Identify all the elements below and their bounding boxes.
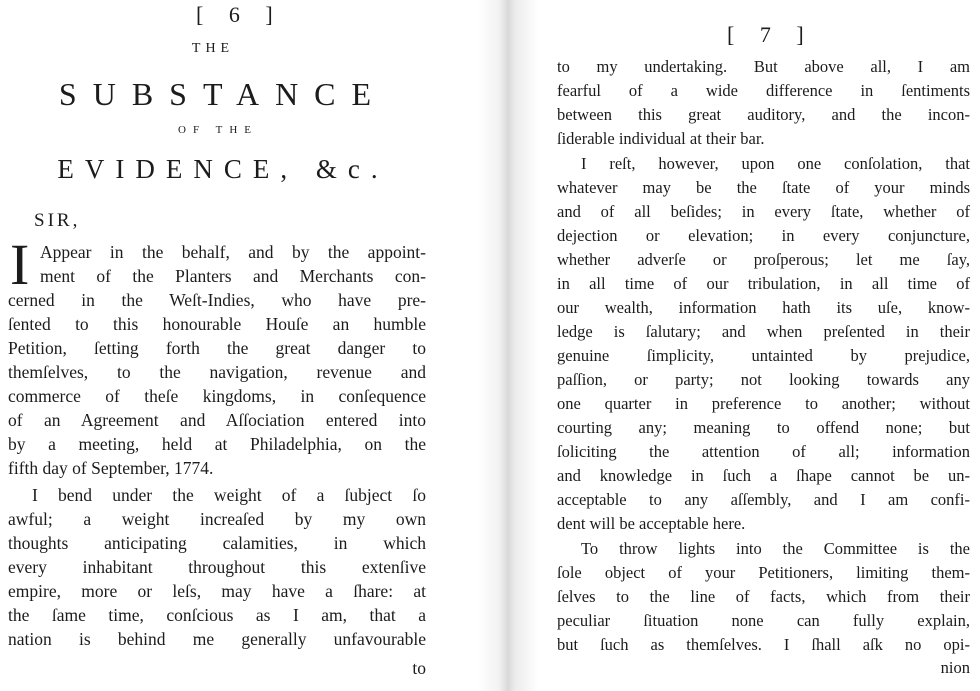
text-line: by a meeting, held at Philadelphia, on the	[8, 434, 426, 454]
salutation: SIR,	[34, 210, 81, 231]
text-line: paſſion, or party; not looking towards any	[557, 370, 970, 389]
text-line: our wealth, information hath its uſe, know-	[557, 298, 970, 317]
text-line: the ſame time, conſcious as I am, that a	[8, 605, 426, 625]
text-line: ſented to this honourable Houſe an humble	[8, 314, 426, 334]
text-line: and of all beſides; in every ſtate, whether of	[557, 202, 970, 221]
text-line: every inhabitant throughout this extenſive	[8, 557, 426, 577]
text-line: themſelves, to the navigation, revenue and	[8, 362, 426, 382]
drop-cap: I	[10, 232, 30, 297]
text-line: peculiar ſituation none can fully explain,	[557, 611, 970, 630]
text-line: and knowledge in ſuch a ſhape cannot be un-	[557, 466, 970, 485]
title-evidence: EVIDENCE, &c.	[57, 154, 389, 184]
text-line: awful; a weight increaſed by my own	[8, 509, 426, 529]
text-line: between this great auditory, and the incon-	[557, 105, 970, 124]
text-line: genuine ſimplicity, untainted by prejudice,	[557, 346, 970, 365]
text-line: fifth day of September, 1774.	[8, 458, 214, 478]
text-line: ment of the Planters and Merchants con-	[40, 266, 426, 286]
title-the: THE	[191, 41, 235, 56]
text-line: thoughts anticipating calamities, in which	[8, 533, 426, 553]
text-line: fearful of a wide difference in ſentiments	[557, 81, 970, 100]
text-line: I reſt, however, upon one conſolation, that	[581, 154, 970, 173]
text-line: Petition, ſetting forth the great danger to	[8, 338, 426, 358]
text-line: whether adverſe or proſperous; let me ſay,	[557, 250, 970, 269]
text-line: courting any; meaning to offend none; but	[557, 418, 970, 437]
text-line: acceptable to any aſſembly, and I am confi-	[557, 490, 970, 509]
text-line: ledge is ſalutary; and when preſented in their	[557, 322, 970, 341]
text-line: ſole object of your Petitioners, limiting them-	[557, 563, 970, 582]
text-line: but ſuch as themſelves. I ſhall aſk no opi-	[557, 635, 970, 654]
title-substance: SUBSTANCE	[58, 76, 388, 112]
catchword-left: to	[412, 658, 426, 678]
text-line: whatever may be the ſtate of your minds	[557, 178, 970, 197]
text-line: I bend under the weight of a ſubject ſo	[32, 485, 426, 505]
text-line: ſelves to the line of facts, which from their	[557, 587, 970, 606]
text-line: To throw lights into the Committee is the	[581, 539, 970, 558]
title-of-the: OF THE	[178, 124, 258, 136]
text-line: empire, more or leſs, may have a ſhare: at	[8, 581, 426, 601]
text-line: dent will be acceptable here.	[557, 514, 746, 533]
catchword-right: nion	[940, 658, 970, 677]
text-line: ſoliciting the attention of all; information	[557, 442, 970, 461]
page-number-left: [ 6 ]	[196, 2, 283, 27]
text-line: ſiderable individual at their bar.	[557, 129, 765, 148]
text-line: commerce of theſe kingdoms, in conſequence	[8, 386, 426, 406]
text-line: one quarter in preference to another; without	[557, 394, 970, 413]
text-line: cerned in the Weſt-Indies, who have pre-	[8, 290, 426, 310]
text-line: dejection or elevation; in every conjuncture,	[557, 226, 970, 245]
text-line: of an Agreement and Aſſociation entered into	[8, 410, 426, 430]
book-gutter	[478, 0, 538, 691]
text-line: in all time of our tribulation, in all time of	[557, 274, 970, 293]
text-line: Appear in the behalf, and by the appoint-	[40, 242, 426, 262]
text-line: nation is behind me generally unfavourable	[8, 629, 426, 649]
page-number-right: [ 7 ]	[727, 22, 814, 47]
text-line: to my undertaking. But above all, I am	[557, 57, 970, 76]
